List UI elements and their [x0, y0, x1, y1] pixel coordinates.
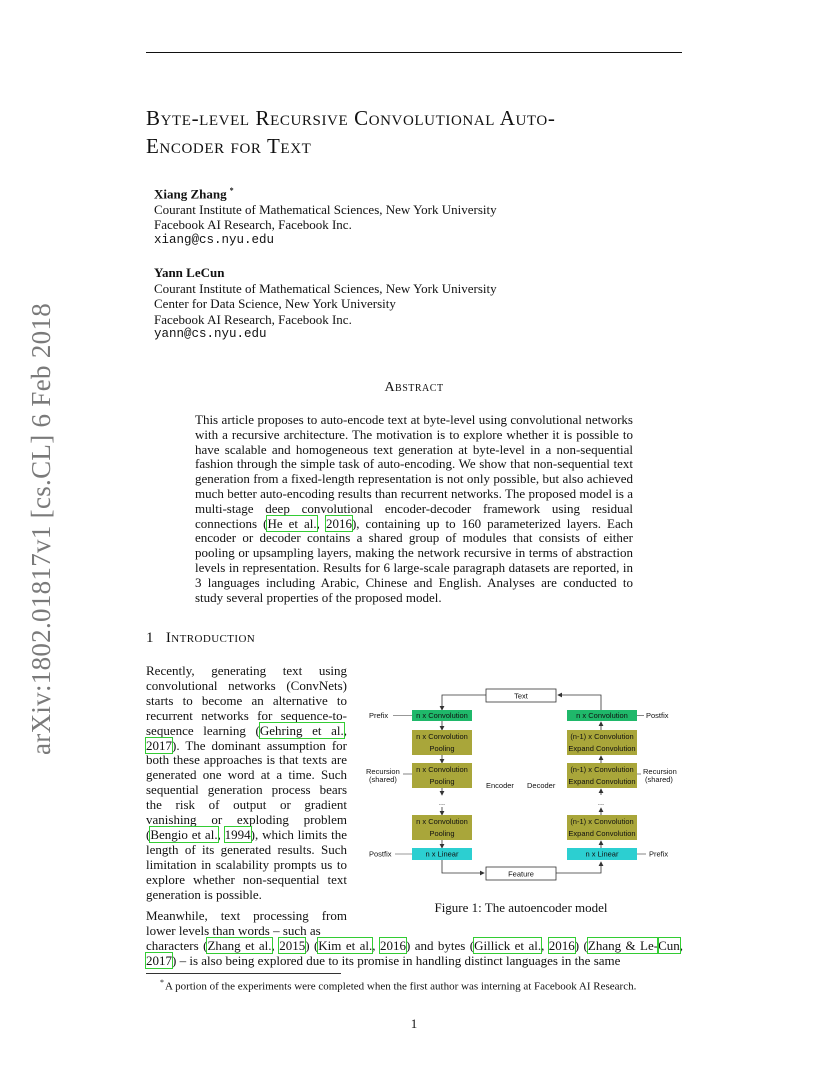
encoder-shared-label: (shared)	[369, 775, 397, 784]
paper-title	[146, 104, 686, 160]
feature-to-decoder-arrow	[556, 862, 601, 873]
abstract-text: This article proposes to auto-encode text at byte-level using convolutional networks with a recursive architecture. The motivation is to explore whether it is possible to have scalable and homogeneous text generation at byte-level in a non-sequential fashion through the simple task of auto-encoding. We show that non-sequential text generation from a fixed-length representation is not only possible, but also achieved much better auto-encoding results than recurrent networks. The proposed model is a multi-stage deep convolutional encoder-decoder framework using residual connections (	[195, 412, 633, 531]
block-label: Expand Convolution	[568, 829, 636, 838]
citation-link[interactable]: 2017	[146, 952, 172, 968]
section-number: 1	[146, 630, 154, 646]
block-label: (n-1) x Convolution	[570, 765, 634, 774]
block-label: Pooling	[429, 777, 455, 786]
citation-link[interactable]: 2017	[146, 737, 172, 753]
block-label: n x Linear	[585, 849, 619, 859]
author-email[interactable]: xiang@cs.nyu.edu	[154, 232, 275, 247]
abstract-text: ), containing up to 160 parameterized layers. Each encoder or decoder contains a shared group of modules that consists of either pooling or upsampling layers, making the network recursive in terms of abstraction levels in representation. Results for 6 large-scale paragraph datasets are reported, in 3 languages including Arabic, Chinese and English. Analyses are conducted to study several properties of the proposed model.	[195, 515, 634, 605]
encoder-label: Encoder	[486, 781, 514, 790]
section-heading	[146, 630, 255, 647]
block-label: n x Convolution	[576, 711, 628, 720]
page-number: 1	[410, 1016, 418, 1031]
abstract-body: This article proposes to auto-encode text at byte-level using convolutional networks with a recursive architecture. The motivation is to explore whether it is possible to have scalable and homogeneous text generation at byte-level in a non-sequential fashion through the simple task of auto-encoding. We show that non-sequential text generation from a fixed-length representation is not only possible, but also achieved much better auto-encoding results than recurrent networks. The proposed model is a multi-stage deep convolutional encoder-decoder framework using residual connections (He et al., 2016), containing up to 160 parameterized layers. Each encoder or decoder contains a shared group of modules that consists of either pooling or upsampling layers, making the network recursive in terms of abstraction levels in representation. Results for 6 large-scale paragraph datasets are reported, in 3 languages including Arabic, Chinese and English. Analyses are conducted to study several properties of the proposed model.	[195, 412, 634, 605]
author-affiliation: Courant Institute of Mathematical Sciences, New York University	[154, 280, 497, 296]
block-label: n x Convolution	[416, 711, 468, 720]
decoder-postfix-label: Postfix	[646, 711, 669, 720]
title-line-2: Encoder for Text	[146, 134, 312, 158]
text-box-label: Text	[514, 691, 528, 701]
citation-link[interactable]: Gillick et al.	[474, 937, 542, 953]
title-line-1: Byte-level Recursive Convolutional Auto-	[146, 106, 556, 130]
author-block-2	[154, 265, 497, 343]
author-affiliation: Courant Institute of Mathematical Sciences, New York University	[154, 201, 497, 217]
text-to-encoder-arrow	[442, 695, 486, 710]
author-block-1	[154, 183, 497, 248]
citation-link[interactable]: 2016	[548, 937, 575, 953]
encoder-to-feature-arrow	[442, 860, 484, 873]
intro-paragraph-2: Meanwhile, text processing from lower levels than words – such as characters (Zhang et al., 2015) (Kim et al., 2016) and bytes (Gillick et al., 2016) (Zhang & Le-Cun, 2017) – is also being explored due to its promise in handling distinct languages in the same	[146, 908, 684, 968]
decoder-recursion-label: Recursion	[643, 767, 677, 776]
citation-link[interactable]: Zhang & Le-	[587, 937, 659, 953]
author-affiliation: Facebook AI Research, Facebook Inc.	[154, 217, 352, 233]
author-affiliation: Facebook AI Research, Facebook Inc.	[154, 311, 352, 327]
footnote-mark: *	[160, 978, 164, 987]
encoder-postfix-label: Postfix	[369, 849, 392, 859]
section-title: Introduction	[165, 630, 256, 646]
author-footnote-mark[interactable]: *	[229, 186, 234, 195]
ellipsis: ...	[438, 798, 446, 807]
encoder-recursion-label: Recursion	[366, 767, 400, 776]
author-name: Yann LeCun	[154, 265, 225, 280]
author-affiliation: Center for Data Science, New York University	[154, 296, 396, 311]
decoder-prefix-label: Prefix	[649, 849, 669, 859]
top-rule	[146, 52, 682, 53]
block-label: n x Convolution	[416, 817, 468, 826]
footnote-text: A portion of the experiments were completed when the first author was interning at Facebook AI Research.	[165, 980, 637, 993]
citation-link[interactable]: 2016	[325, 515, 352, 531]
block-label: Pooling	[429, 744, 455, 753]
citation-link[interactable]: 2015	[279, 937, 306, 953]
decoder-label: Decoder	[527, 781, 556, 790]
block-label: n x Convolution	[416, 732, 468, 741]
decoder-to-text-arrow	[558, 695, 601, 710]
block-label: (n-1) x Convolution	[570, 732, 634, 741]
citation-link[interactable]: 1994	[224, 826, 251, 842]
decoder-shared-label: (shared)	[645, 775, 673, 784]
paragraph-line: Meanwhile, text processing from lower levels than words – such as	[146, 908, 347, 938]
encoder-prefix-label: Prefix	[369, 711, 389, 720]
block-label: n x Convolution	[416, 765, 468, 774]
intro-paragraph-1: Recently, generating text using convolutional networks (ConvNets) starts to become an alternative to recurrent networks for sequence-to-sequence learning (Gehring et al., 2017). The dominant assumption for both these approaches is that texts are generated one word at a time. Such sequential generation process bears the risk of output or gradient vanishing or exploding problem (Bengio et al., 1994), which limits the length of its generated results. Such limitation in scalability prompts us to explore whether non-sequential text generation is possible.	[146, 663, 347, 902]
citation-link[interactable]: Kim et al.	[318, 937, 373, 953]
block-label: n x Linear	[425, 849, 459, 859]
footnote-rule	[146, 973, 341, 974]
footnote	[160, 976, 636, 994]
citation-link[interactable]: He et al.	[267, 515, 317, 531]
block-label: Expand Convolution	[568, 744, 636, 753]
figure-caption: Figure 1: The autoencoder model	[434, 900, 608, 915]
author-name: Xiang Zhang	[154, 186, 227, 202]
arxiv-stamp	[18, 285, 56, 755]
feature-box-label: Feature	[508, 869, 534, 879]
abstract-heading: Abstract	[384, 380, 444, 395]
arxiv-stamp-text: arXiv:1802.01817v1 [cs.CL] 6 Feb 2018	[26, 302, 56, 755]
citation-link[interactable]: Bengio et al.	[150, 826, 218, 842]
citation-link[interactable]: Gehring et al.	[259, 722, 344, 738]
block-label: (n-1) x Convolution	[570, 817, 634, 826]
citation-link[interactable]: Zhang et al.	[207, 937, 272, 953]
citation-link[interactable]: Cun	[658, 937, 680, 953]
block-label: Pooling	[429, 829, 455, 838]
citation-link[interactable]: 2016	[379, 937, 406, 953]
block-label: Expand Convolution	[568, 777, 636, 786]
ellipsis: ...	[597, 798, 605, 807]
author-email[interactable]: yann@cs.nyu.edu	[154, 327, 267, 341]
autoencoder-figure	[360, 684, 690, 889]
